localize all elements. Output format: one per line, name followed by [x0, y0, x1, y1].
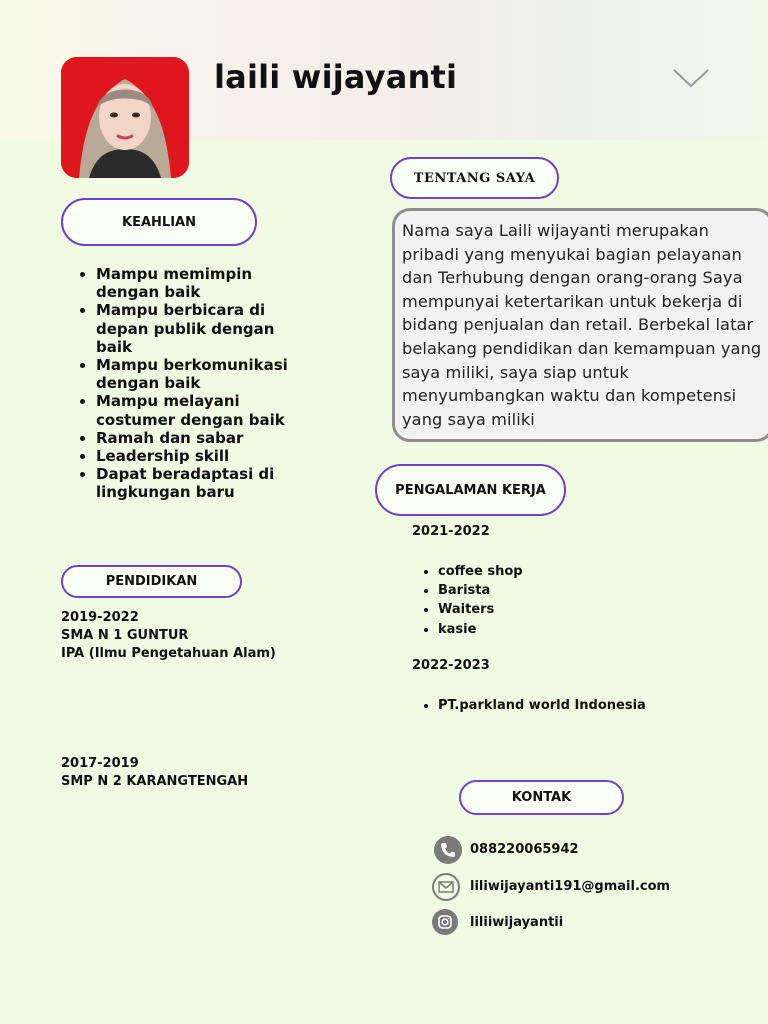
contact-heading: KONTAK — [459, 780, 624, 815]
person-name: laili wijayanti — [214, 58, 458, 96]
experience-period: 2022-2023 — [412, 658, 490, 673]
list-item: • Mampu berkomunikasi dengan baik — [96, 356, 311, 392]
list-item: • Dapat beradaptasi di lingkungan baru — [96, 465, 311, 501]
profile-photo — [61, 57, 189, 178]
list-item: • kasie — [438, 620, 523, 639]
education-period: 2019-2022 — [61, 610, 139, 625]
phone-icon — [434, 836, 462, 864]
contact-email[interactable]: liliwijayanti191@gmail.com — [470, 879, 671, 894]
education-heading: PENDIDIKAN — [61, 565, 242, 598]
list-item: • Mampu memimpin dengan baik — [96, 265, 311, 301]
list-item: • Leadership skill — [96, 447, 311, 465]
skills-list — [78, 265, 311, 502]
experience-heading: PENGALAMAN KERJA — [375, 464, 566, 516]
experience-list — [412, 696, 646, 715]
list-item: • Barista — [438, 581, 523, 600]
education-major: IPA (Ilmu Pengetahuan Alam) — [61, 646, 276, 661]
experience-list — [412, 562, 523, 639]
list-item: • Ramah dan sabar — [96, 429, 311, 447]
education-school: SMA N 1 GUNTUR — [61, 628, 189, 643]
list-item: • coffee shop — [438, 562, 523, 581]
list-item: • Waiters — [438, 600, 523, 619]
list-item: • Mampu melayani costumer dengan baik — [96, 392, 311, 428]
instagram-icon — [432, 909, 458, 935]
mail-icon — [432, 873, 460, 901]
about-heading: TENTANG SAYA — [390, 157, 559, 199]
contact-instagram[interactable]: liliiwijayantii — [470, 915, 564, 930]
list-item: • Mampu berbicara di depan publik dengan baik — [96, 301, 311, 356]
experience-period: 2021-2022 — [412, 524, 490, 539]
education-period: 2017-2019 — [61, 756, 139, 771]
skills-heading: KEAHLIAN — [61, 198, 257, 246]
about-text: Nama saya Laili wijayanti merupakan pribadi yang menyukai bagian pelayanan dan Terhubung dengan orang-orang Saya mempunyai ketertarikan untuk bekerja di bidang penjualan dan retail. Berbekal latar belakang pendidikan dan kemampuan yang saya miliki, saya siap untuk menyumbangkan waktu dan kompetensi yang saya miliki — [392, 208, 768, 442]
contact-phone[interactable]: 088220065942 — [470, 842, 579, 857]
chevron-down-icon[interactable] — [672, 66, 710, 90]
list-item: • PT.parkland world Indonesia — [438, 696, 646, 715]
education-school: SMP N 2 KARANGTENGAH — [61, 774, 249, 789]
